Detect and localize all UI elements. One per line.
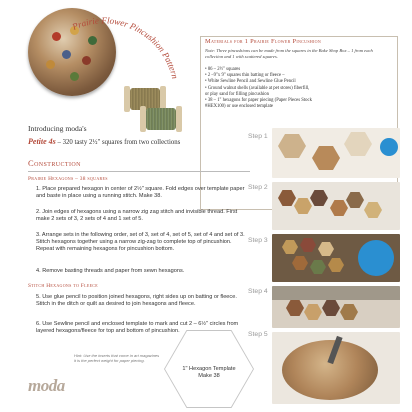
svg-text:Prairie Flower Pincushion Patt — [70, 15, 180, 80]
instruction-step: 5. Use glue pencil to position joined hexagons, right sides up on batting or fleece. Stitch in the ditch or quilt as desired to join hexagons and fleece. — [36, 294, 237, 307]
step4-photo — [272, 286, 400, 328]
construction-heading: Construction — [28, 158, 81, 168]
template-count: Make 38 — [198, 373, 220, 379]
petite-line — [28, 137, 180, 146]
section-heading: Prairie Hexagons – 38 squares — [28, 176, 108, 182]
materials-item: • 86 – 2½" squares — [205, 67, 241, 72]
step-label: Step 5 — [248, 331, 268, 338]
materials-item: • 2 –9"x 9" squares thin batting or fleece – — [205, 73, 285, 79]
materials-item: • 38 – 1" hexagons for paper piecing (Paper Pieces Stock — [205, 98, 312, 104]
divider — [28, 171, 250, 172]
pattern-title: Prairie Flower Pincushion Pattern — [70, 15, 181, 80]
step-label: Step 1 — [248, 133, 268, 140]
petite-name: Petite 4s — [28, 137, 56, 146]
step-label: Step 3 — [248, 237, 268, 244]
pincushion-button — [52, 32, 61, 41]
materials-item: or play sand for filling pincushion — [205, 91, 269, 97]
step2-photo — [272, 182, 400, 230]
intro-text: Introducing moda's — [28, 124, 87, 133]
step-label: Step 2 — [248, 184, 268, 191]
materials-item: • White Sewline Pencil and Sewline Glue Pencil — [205, 79, 296, 85]
template-title: 1" Hexagon Template — [182, 366, 236, 372]
petite-desc: – 320 tasty 2½" squares from two collections — [57, 139, 181, 146]
step3-photo — [272, 234, 400, 282]
moda-logo: moda — [28, 376, 65, 395]
pincushion-button — [46, 60, 55, 69]
instruction-step: 3. Arrange sets in the following order, set of 3, set of 4, set of 5, set of 4 and set of 3. Stitch hexagons together using a narrow zig-zag to complete top of pincushion. Repeat with remaining hexagons for pincushion bottom. — [36, 232, 245, 252]
hint-text: Hint: Use the inserts that come in art magazines it is the perfect weight for paper piecing. — [74, 353, 160, 363]
instruction-step: 4. Remove basting threads and paper from sewn hexagons. — [36, 268, 185, 274]
step-label: Step 4 — [248, 288, 268, 295]
template-label — [168, 366, 250, 380]
section-heading: Stitch Hexagons to Fleece — [28, 283, 99, 289]
materials-list — [205, 67, 395, 110]
step5-photo — [272, 332, 400, 404]
step1-photo — [272, 128, 400, 178]
instruction-step: 6. Use Sewline pencil and enclosed template to mark and cut 2 – 6½" circles from layered hexagons/fleece for top and bottom of pincushion. — [36, 321, 239, 334]
materials-title: Materials for 1 Prairie Flower Pincushion — [205, 38, 322, 45]
materials-note: Note: Three pincushions can be made from the squares in the Bake Shop Box – 1 from each collection and 1 with scattered squares. — [205, 48, 373, 59]
instruction-step: 1. Place prepared hexagon in center of 2½" square. Fold edges over template paper and baste in place using a running stitch. Make 38. — [36, 186, 245, 199]
instruction-step: 2. Join edges of hexagons using a narrow zig zag stitch and invisible thread. First make 2 sets of 3, 2 sets of 4 and 1 set of 5. — [36, 209, 238, 222]
pattern-title-arc — [62, 4, 182, 124]
materials-item: #HEX100) or use enclosed template — [205, 104, 273, 110]
materials-item: • Ground walnut shells (available at pet stores) fiberfill, — [205, 85, 310, 91]
